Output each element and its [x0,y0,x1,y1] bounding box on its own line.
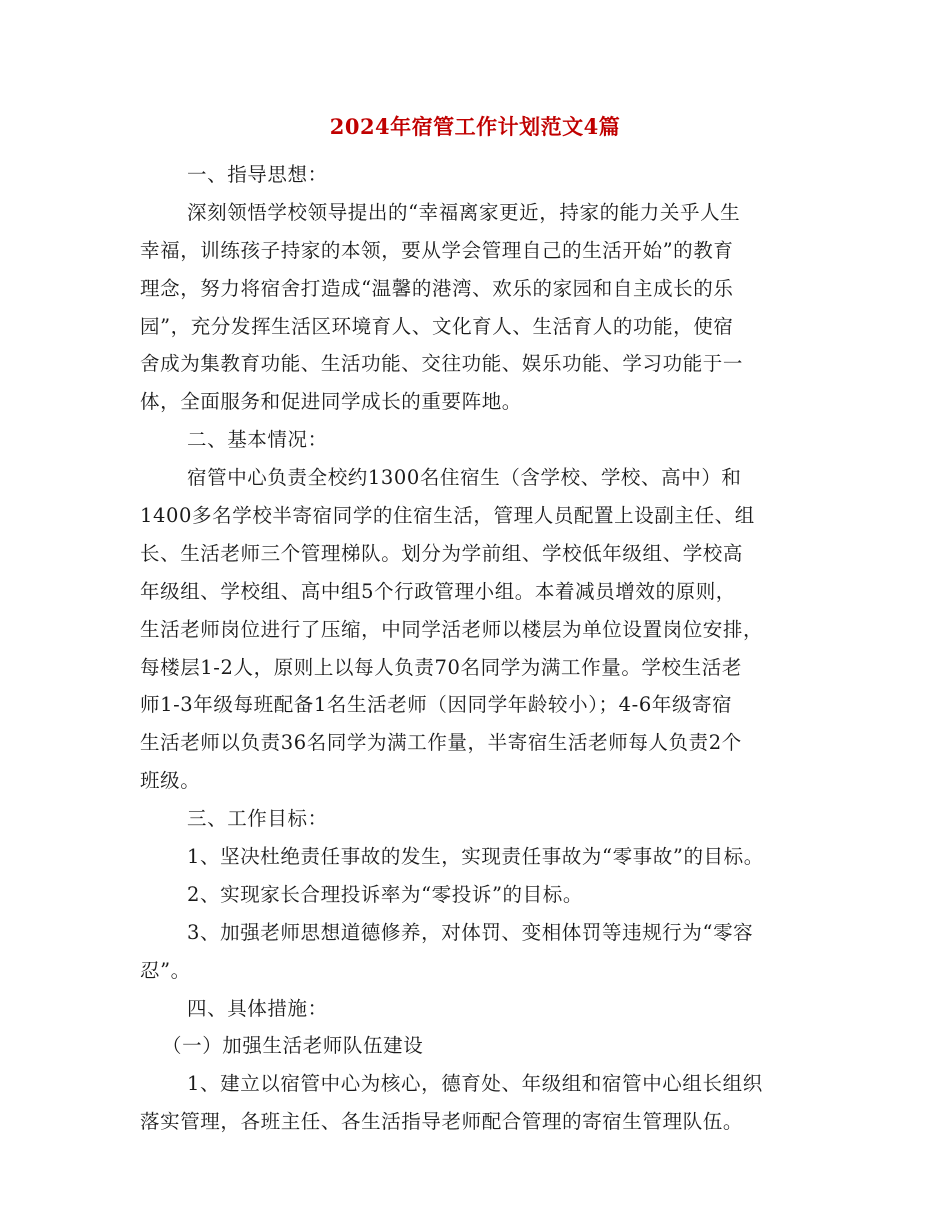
paragraph-line: 生活老师以负责36名同学为满工作量，半寄宿生活老师每人负责2个 [140,731,742,755]
paragraph-line: 每楼层1-2人，原则上以每人负责70名同学为满工作量。学校生活老 [140,655,742,679]
document-body [140,156,830,1141]
paragraph-line: 体，全面服务和促进同学成长的重要阵地。 [140,390,522,414]
subsection-heading: （一）加强生活老师队伍建设 [162,1034,424,1058]
list-item: 1、坚决杜绝责任事故的发生，实现责任事故为“零事故”的目标。 [187,845,764,869]
section-heading-specific-measures: 四、具体措施： [187,996,328,1020]
list-item: 3、加强老师思想道德修养，对体罚、变相体罚等违规行为“零容 [187,920,754,944]
section-heading-basic-situation: 二、基本情况： [187,428,328,452]
paragraph-line: 园”，充分发挥生活区环境育人、文化育人、生活育人的功能，使宿 [140,314,734,338]
paragraph-line: 年级组、学校组、高中组5个行政管理小组。本着减员增效的原则， [140,579,736,603]
paragraph-line: 生活老师岗位进行了压缩，中同学活老师以楼层为单位设置岗位安排， [140,617,764,641]
list-item: 1、建立以宿管中心为核心，德育处、年级组和宿管中心组长组织 [187,1072,763,1096]
paragraph-line: 深刻领悟学校领导提出的“幸福离家更近，持家的能力关乎人生 [187,200,741,224]
document-title: 2024年宿管工作计划范文4篇 [329,114,621,139]
paragraph-line: 忍”。 [140,958,191,982]
section-heading-work-goals: 三、工作目标： [187,807,328,831]
paragraph-line: 班级。 [140,769,201,793]
section-heading-guiding-ideology: 一、指导思想： [187,163,328,186]
paragraph-line: 长、生活老师三个管理梯队。划分为学前组、学校低年级组、学校高 [140,541,744,565]
paragraph-line: 幸福，训练孩子持家的本领，要从学会管理自己的生活开始”的教育 [140,238,734,262]
paragraph-line: 落实管理，各班主任、各生活指导老师配合管理的寄宿生管理队伍。 [140,1110,744,1134]
paragraph-line: 1400多名学校半寄宿同学的住宿生活，管理人员配置上设副主任、组 [140,504,755,528]
paragraph-line: 舍成为集教育功能、生活功能、交往功能、娱乐功能、学习功能于一 [140,352,744,376]
paragraph-line: 理念，努力将宿舍打造成“温馨的港湾、欢乐的家园和自主成长的乐 [140,276,734,300]
list-item: 2、实现家长合理投诉率为“零投诉”的目标。 [187,882,583,906]
paragraph-line: 宿管中心负责全校约1300名住宿生（含学校、学校、高中）和 [187,466,742,490]
paragraph-line: 师1-3年级每班配备1名生活老师（因同学年龄较小）；4-6年级寄宿 [140,693,733,717]
